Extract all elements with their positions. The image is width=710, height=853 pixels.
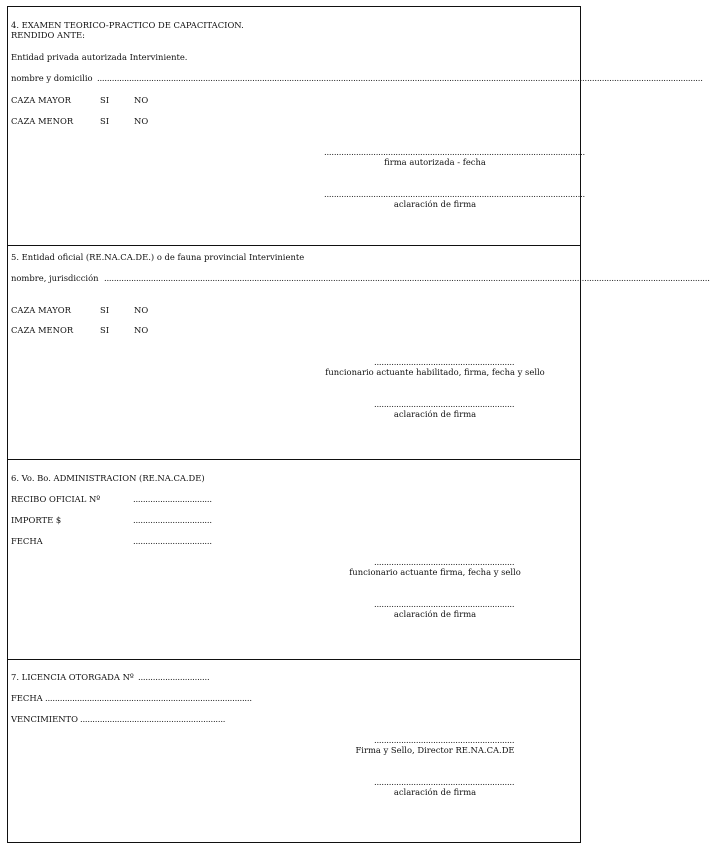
section-4-clarification-label: aclaración de firma [393, 199, 477, 209]
section-4-signature-label: firma autorizada - fecha [384, 157, 486, 167]
section-6-amount-field[interactable]: ................................ [133, 515, 212, 525]
section-4-title-line2: RENDIDO ANTE: [11, 30, 85, 40]
section-7-date-field[interactable]: .................................................................................... [45, 693, 252, 703]
section-7-date-label: FECHA [11, 693, 43, 703]
section-4-caza-mayor-label: CAZA MAYOR [11, 95, 71, 105]
section-6-clarification-line[interactable]: ......................................................... [374, 599, 515, 609]
section-4-title-line1: 4. EXAMEN TEORICO-PRACTICO DE CAPACITACION. [11, 20, 244, 30]
section-6-signature-line[interactable]: ......................................................... [374, 557, 515, 567]
section-5-caza-mayor-no[interactable]: NO [134, 305, 149, 315]
section-5-caza-menor-label: CAZA MENOR [11, 325, 74, 335]
section-4-caza-menor-label: CAZA MENOR [11, 116, 74, 126]
section-6-receipt-field[interactable]: ................................ [133, 494, 212, 504]
section-6-date-field[interactable]: ................................ [133, 536, 212, 546]
section-7-signature-line[interactable]: ......................................................... [374, 735, 515, 745]
section-7-expiry-field[interactable]: ........................................................... [80, 714, 226, 724]
section-4-clarification-line[interactable]: .......................................................................................................... [324, 189, 585, 199]
section-4-entity: Entidad privada autorizada Interviniente. [11, 52, 188, 62]
section-5-title: 5. Entidad oficial (RE.NA.CA.DE.) o de fauna provincial Interviniente [11, 252, 305, 262]
section-divider-6-7 [7, 659, 581, 660]
section-5-caza-mayor-si[interactable]: SI [100, 305, 110, 315]
section-5-caza-mayor-label: CAZA MAYOR [11, 305, 71, 315]
section-6-receipt-label: RECIBO OFICIAL Nº [11, 494, 101, 504]
section-6-amount-label: IMPORTE $ [11, 515, 62, 525]
section-4-name-field[interactable]: ...................................................................................................................................................................................................................................................... [97, 73, 703, 83]
section-4-caza-menor-no[interactable]: NO [134, 116, 149, 126]
section-6-clarification-label: aclaración de firma [393, 609, 477, 619]
section-divider-5-6 [7, 459, 581, 460]
section-7-license-number-field[interactable]: ............................. [138, 672, 210, 682]
section-5-caza-menor-si[interactable]: SI [100, 325, 110, 335]
section-5-name-label: nombre, jurisdicción [11, 273, 99, 283]
section-5-signature-line[interactable]: ......................................................... [374, 357, 515, 367]
section-4-caza-mayor-no[interactable]: NO [134, 95, 149, 105]
section-7-clarification-label: aclaración de firma [393, 787, 477, 797]
section-5-signature-label: funcionario actuante habilitado, firma, fecha y sello [325, 367, 545, 377]
section-4-caza-menor-si[interactable]: SI [100, 116, 110, 126]
section-4-name-label: nombre y domicilio [11, 73, 93, 83]
section-7-title: 7. LICENCIA OTORGADA Nº [11, 672, 134, 682]
section-6-signature-label: funcionario actuante firma, fecha y sello [349, 567, 521, 577]
section-divider-4-5 [7, 245, 581, 246]
section-4-caza-mayor-si[interactable]: SI [100, 95, 110, 105]
section-4-signature-line[interactable]: .......................................................................................................... [324, 147, 585, 157]
section-5-name-field[interactable]: ...................................................................................................................................................................................................................................................... [104, 273, 710, 283]
section-7-clarification-line[interactable]: ......................................................... [374, 777, 515, 787]
section-5-clarification-line[interactable]: ......................................................... [374, 399, 515, 409]
section-6-date-label: FECHA [11, 536, 43, 546]
section-5-caza-menor-no[interactable]: NO [134, 325, 149, 335]
section-6-title: 6. Vo. Bo. ADMINISTRACION (RE.NA.CA.DE) [11, 473, 205, 483]
section-5-clarification-label: aclaración de firma [393, 409, 477, 419]
section-7-expiry-label: VENCIMIENTO [11, 714, 78, 724]
section-7-signature-label: Firma y Sello, Director RE.NA.CA.DE [355, 745, 515, 755]
